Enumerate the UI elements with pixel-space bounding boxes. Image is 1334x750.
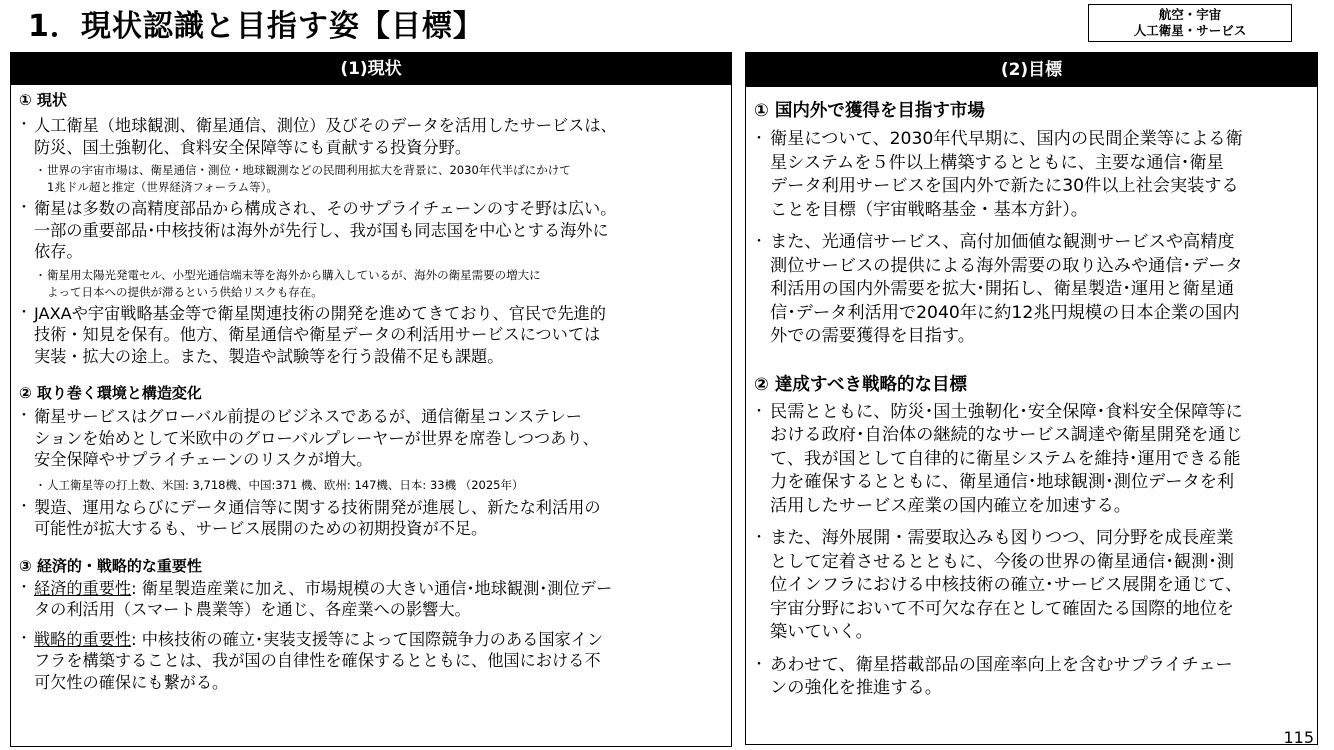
category-tag-line1: 航空・宇宙 [1158, 7, 1222, 22]
bullet-item: ・ 人工衛星（地球観測、衛星通信、測位）及びそのデータを活用したサービスは、 防災、国土強靭化、食料安全保障等にも貢献する投資分野。 [19, 115, 731, 158]
category-tag-line2: 人工衛星・サービス [1133, 23, 1247, 38]
section-heading-markets: ① 国内外で獲得を目指す市場 [754, 101, 985, 121]
bullet-item: ・ 戦略的重要性: 中核技術の確立･実装支援等によって国際競争力のある国家イン フラを構築することは、我が国の自律性を確保するとともに、他国における不 可欠性の確保にも繋がる。 [19, 629, 731, 694]
bullet-item: ・ 衛星について、2030年代早期に、国内の民間企業等による衛 星システムを５件以上構築するとともに、主要な通信･衛星 データ利用サービスを国内外で新たに30件以上社会実装する ことを目標（宇宙戦略基金・基本方針）。 [754, 128, 1309, 222]
sub-note: ・ 人工衛星等の打上数、米国: 3,718機、中国:371 機、欧州: 147機、日本: 33機 （2025年） [19, 477, 731, 494]
category-tag [1088, 4, 1292, 42]
sub-note: ・ 衛星用太陽光発電セル、小型光通信端末等を海外から購入しているが、海外の衛星需要の増大に よって日本への提供が滞るという供給リスクも存在。 [19, 267, 731, 301]
page-title: 1．現状認識と目指す姿【目標】 [28, 9, 484, 44]
bullet-item: ・ 経済的重要性: 衛星製造産業に加え、市場規模の大きい通信･地球観測･測位デー タの利活用（スマート農業等）を通じ、各産業への影響大。 [19, 578, 731, 621]
section-heading-importance: ③ 経済的・戦略的な重要性 [19, 556, 202, 575]
page-number: 115 [1283, 728, 1314, 747]
current-status-body [11, 85, 731, 693]
current-status-panel [10, 52, 732, 747]
goals-header: (2)目標 [746, 53, 1317, 87]
current-status-header: (1)現状 [11, 53, 731, 85]
goals-body [746, 87, 1317, 701]
section-heading-strategic-goals: ② 達成すべき戦略的な目標 [754, 374, 968, 395]
bullet-item: ・ また、海外展開・需要取込みも図りつつ、同分野を成長産業 として定着させるとともに、今後の世界の衛星通信･観測･測 位インフラにおける中核技術の確立･サービス展開を通じて、 宇宙分野において不可欠な存在として確固たる国際的地位を 築いていく。 [754, 527, 1309, 645]
strategic-importance-label: 戦略的重要性 [34, 629, 132, 649]
bullet-item: ・ 民需とともに、防災･国土強靭化･安全保障･食料安全保障等に おける政府･自治体の継続的なサービス調達や衛星開発を通じ て、我が国として自律的に衛星システムを維持･運用できる能 力を確保するとともに、衛星通信･地球観測･測位データを利 活用したサービス産業の国内確立を加速する。 [754, 401, 1309, 519]
bullet-item: ・ あわせて、衛星搭載部品の国産率向上を含むサプライチェー ンの強化を推進する。 [754, 654, 1309, 701]
section-heading-status: ① 現状 [19, 91, 67, 109]
sub-note: ・ 世界の宇宙市場は、衛星通信・測位・地球観測などの民間利用拡大を背景に、2030年代半ばにかけて 1兆ドル超と推定（世界経済フォーラム等）。 [19, 162, 731, 196]
bullet-item: ・ 衛星は多数の高精度部品から構成され、そのサプライチェーンのすそ野は広い。 一部の重要部品･中核技術は海外が先行し、我が国も同志国を中心とする海外に 依存。 [19, 198, 731, 263]
goals-panel [745, 52, 1318, 745]
bullet-item: ・ 衛星サービスはグローバル前提のビジネスであるが、通信衛星コンステレー ションを始めとして米欧中のグローバルプレーヤーが世界を席巻しつつあり、 安全保障やサプライチェーンのリスクが増大。 [19, 406, 731, 471]
section-heading-environment: ② 取り巻く環境と構造変化 [19, 384, 202, 402]
bullet-item: ・ JAXAや宇宙戦略基金等で衛星関連技術の開発を進めてきており、官民で先進的 技術・知見を保有。他方、衛星通信や衛星データの利活用サービスについては 実装・拡大の途上。また、製造や試験等を行う設備不足も課題。 [19, 303, 731, 368]
economic-importance-label: 経済的重要性 [34, 578, 132, 598]
bullet-item: ・ 製造、運用ならびにデータ通信等に関する技術開発が進展し、新たな利活用の 可能性が拡大するも、サービス展開のための初期投資が不足。 [19, 497, 731, 540]
bullet-item: ・ また、光通信サービス、高付加価値な観測サービスや高精度 測位サービスの提供による海外需要の取り込みや通信･データ 利活用の国内外需要を拡大･開拓し、衛星製造･運用と衛星通 信･データ利活用で2040年に約12兆円規模の日本企業の国内 外での需要獲得を目指す。 [754, 231, 1309, 349]
